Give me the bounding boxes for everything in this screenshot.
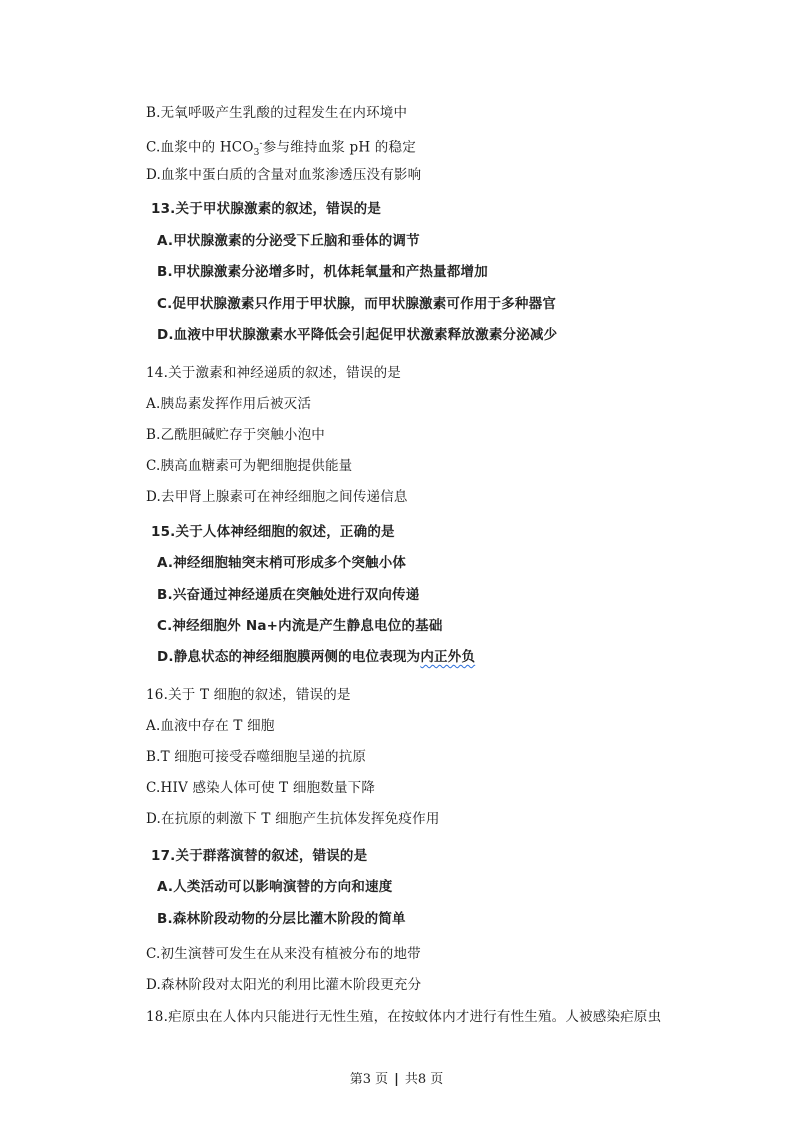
question-16: 16.关于 T 细胞的叙述，错误的是 (146, 687, 351, 703)
option-line: D.在抗原的刺激下 T 细胞产生抗体发挥免疫作用 (146, 811, 440, 827)
option-line: D.森林阶段对太阳光的利用比灌木阶段更充分 (146, 977, 422, 993)
option-line: C.促甲状腺激素只作用于甲状腺，而甲状腺激素可作用于多种器官 (157, 296, 557, 312)
page-number: 第3 页 (349, 1072, 389, 1087)
question-14: 14.关于激素和神经递质的叙述，错误的是 (146, 365, 401, 381)
option-line: B.无氧呼吸产生乳酸的过程发生在内环境中 (146, 105, 408, 121)
subscript: 3 (253, 148, 260, 159)
footer-separator: | (394, 1072, 399, 1087)
option-line: C.初生演替可发生在从来没有植被分布的地带 (146, 946, 421, 962)
option-line: D.血液中甲状腺激素水平降低会引起促甲状激素释放激素分泌减少 (157, 327, 558, 343)
page-total: 共8 页 (404, 1072, 444, 1087)
option-text: C.血浆中的 HCO (146, 139, 254, 156)
option-line: C.HIV 感染人体可使 T 细胞数量下降 (146, 780, 376, 796)
question-15: 15.关于人体神经细胞的叙述，正确的是 (151, 524, 395, 540)
option-text: 参与维持血浆 pH 的稳定 (262, 139, 416, 156)
option-line: A.甲状腺激素的分泌受下丘脑和垂体的调节 (157, 233, 420, 249)
option-line: A.神经细胞轴突末梢可形成多个突触小体 (157, 555, 407, 571)
option-line: B.兴奋通过神经递质在突触处进行双向传递 (157, 587, 420, 603)
option-line: D.血浆中蛋白质的含量对血浆渗透压没有影响 (146, 167, 422, 183)
option-line: D.去甲肾上腺素可在神经细胞之间传递信息 (146, 489, 408, 505)
page-footer (0, 1068, 793, 1087)
option-line (146, 135, 416, 162)
option-line: A.胰岛素发挥作用后被灭活 (146, 396, 312, 412)
option-text: D.静息状态的神经细胞膜两侧的电位表现为 (157, 649, 421, 665)
spellcheck-underlined-text: 内正外负 (420, 649, 476, 665)
superscript: - (259, 139, 263, 149)
option-line: B.甲状腺激素分泌增多时，机体耗氧量和产热量都增加 (157, 264, 488, 280)
option-line: A.血液中存在 T 细胞 (146, 718, 275, 734)
option-line: B.T 细胞可接受吞噬细胞呈递的抗原 (146, 749, 367, 765)
option-line: B.乙酰胆碱贮存于突触小泡中 (146, 427, 326, 443)
option-line: A.人类活动可以影响演替的方向和速度 (157, 879, 393, 895)
option-line: C.神经细胞外 Na+内流是产生静息电位的基础 (157, 618, 443, 634)
question-17: 17.关于群落演替的叙述，错误的是 (151, 848, 368, 864)
question-18: 18.疟原虫在人体内只能进行无性生殖，在按蚊体内才进行有性生殖。人被感染疟原虫 (146, 1009, 662, 1025)
option-line: C.胰高血糖素可为靶细胞提供能量 (146, 458, 353, 474)
option-line: B.森林阶段动物的分层比灌木阶段的简单 (157, 911, 406, 927)
question-13: 13.关于甲状腺激素的叙述，错误的是 (151, 201, 382, 217)
option-line (157, 648, 475, 666)
